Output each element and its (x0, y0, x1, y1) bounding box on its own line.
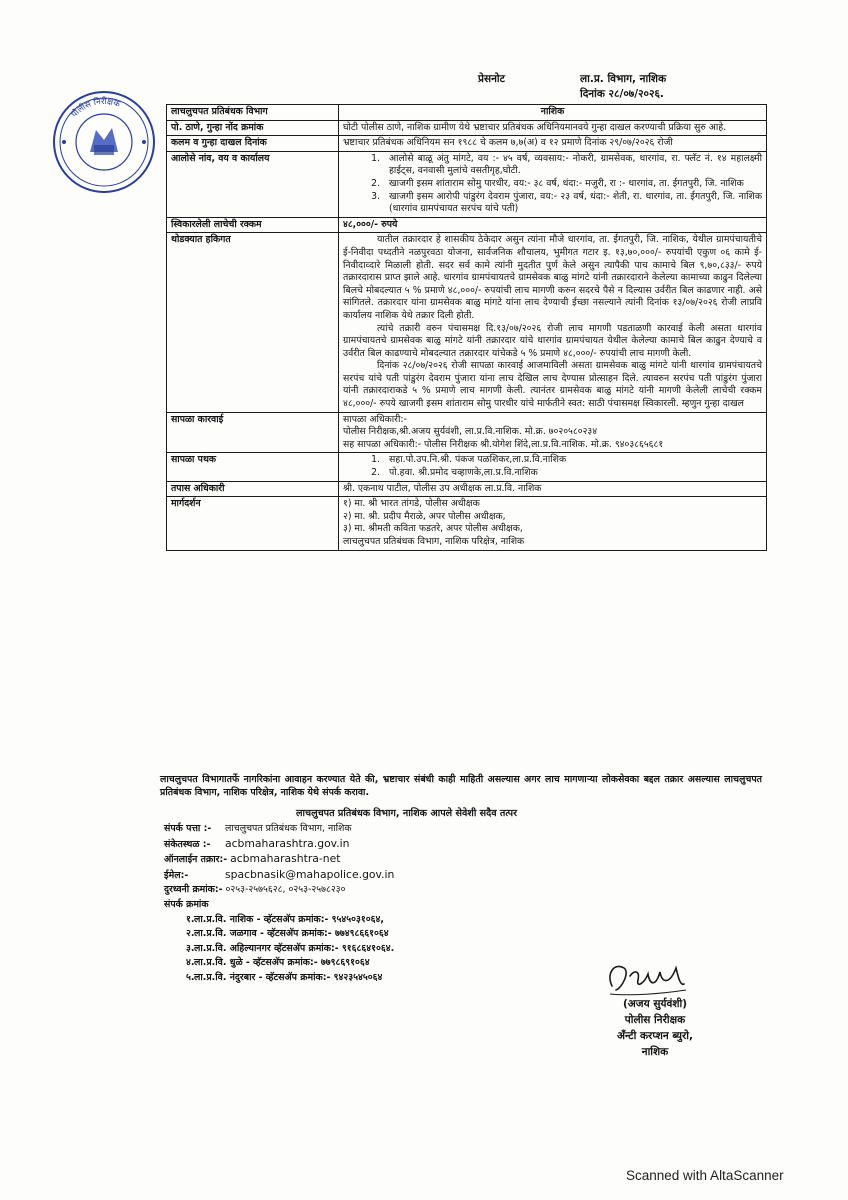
online-complaint-row (164, 852, 584, 868)
item-text: ला.प्र.वि. नाशिक - व्हॅटसअ‍ॅप क्रमांक:- ९५४५०३१०६४, (194, 913, 384, 925)
row-value: नाशिक (339, 105, 767, 121)
table-row (167, 105, 767, 121)
email-row (164, 868, 584, 884)
text-line: सह सापळा अधिकारी:- पोलीस निरीक्षक श्री.योगेश शिंदे,ला.प्र.वि.नाशिक. मो.क्र. ९४०३८६५६८१ (343, 438, 664, 450)
row-value: श्री. एकनाथ पाटील, पोलीस उप अधीक्षक ला.प्र.वि. नाशिक (339, 481, 767, 497)
row-value (339, 412, 767, 453)
website-label: संकेतस्थळ :- (164, 838, 211, 850)
item-number: ३. (186, 942, 195, 954)
list-item (164, 927, 584, 942)
row-value: ४८,०००/- रुपये (339, 217, 767, 233)
email-label: ईमेल:- (164, 869, 189, 881)
row-label: सापळा पथक (167, 453, 339, 481)
seal-ring-text: पोलीस निरीक्षक (69, 96, 122, 120)
address-label: संपर्क पत्ता :- (164, 823, 212, 834)
row-label: स्विकारलेली लाचेची रक्कम (167, 217, 339, 233)
website-row (164, 837, 584, 853)
address-value: लाचलुचपत प्रतिबंधक विभाग, नाशिक (224, 823, 352, 834)
item-text: ला.प्र.वि. अहिल्यानगर व्हॅटसअ‍ॅप क्रमांक:- ९१६८६४१०६४. (194, 942, 395, 954)
row-label: कलम व गुन्हा दाखल दिनांक (167, 136, 339, 152)
table-row (167, 151, 767, 217)
list-item: 1. आलोसे बाळू अंतु मांगटे, वय :- ४५ वर्ष, व्यवसाय:- नोकरी, ग्रामसेवक, धारगांव, रा. फ्लॅट नं. १४ महालक्ष्मी हाईट्स, वनवासी मुलांचे वसतीगृह,घोटी. (383, 153, 762, 178)
contact-numbers-label: संपर्क क्रमांक (164, 898, 209, 910)
summary-paragraph: दिनांक २८/०७/२०२६ रोजी सापळा कारवाई आजमाविली असता ग्रामसेवक बाळु मांगटे यांनी धारगांव ग्रामपंचायतचे सरपंच यांचे पती पांडुरंग देवराम पुंजारा यांना लाच देखिल लाच देण्यास प्रोत्साहन दिले. त्यावरुन सरपंच पती पांडुरंग पुंजारा यांनी तक्रारदाराकडे ५ % प्रमाणे लाच मागणी केली. त्यानंतर ग्रामसेवक बाळु मांगटे यांनी मागणी केलेली लाचेची रक्कम ४८,०००/- रुपये खाजगी इसम शांताराम सोमु पारधीर यांचे मार्फतीने स्वत: साठी पंचासमक्ष स्विकारली. म्हणुन गुन्हा दाखल (343, 360, 762, 410)
email-link[interactable]: spacbnasik@mahapolice.gov.in (224, 867, 395, 881)
item-text: ला.प्र.वि. जळगाव - व्हॅटसअ‍ॅप क्रमांक:- ७७४९८६६१०६४ (194, 928, 389, 940)
table-row (167, 120, 767, 136)
table-row (167, 412, 767, 453)
item-number: २. (186, 928, 195, 940)
text-line: पोलीस निरीक्षक,श्री.अजय सुर्यवंशी, ला.प्र.वि.नाशिक. मो.क्र. ७०२०५८०२३४ (343, 426, 598, 438)
table-row (167, 233, 767, 412)
scanner-watermark: Scanned with AltaScanner (626, 1168, 784, 1183)
text-line: २) मा. श्री. प्रदीप मैराळे, अपर पोलीस अधीक्षक, (343, 510, 506, 522)
list-item: 2. पो.हवा. श्री.प्रमोद चव्हाणके,ला.प्र.वि.नाशिक (383, 467, 762, 480)
online-complaint-label: ऑनलाईन तक्रार:- (164, 854, 228, 866)
phone-value: ०२५३-२५७५६२८, ०२५३-२५७८२३० (225, 884, 346, 896)
row-label: थोडक्यात हकिगत (167, 233, 339, 412)
row-value (339, 497, 767, 550)
signatory-org: अँन्टी करप्शन ब्युरो, (616, 1030, 694, 1042)
text-line: ३) मा. श्रीमती कविता फडतरे, अपर पोलीस अधीक्षक, (343, 523, 523, 535)
address-row (164, 822, 584, 837)
phone-label: दुरध्वनी क्रमांक:- (164, 884, 223, 896)
contact-block (164, 822, 584, 986)
row-value: घोटी पोलीस ठाणे, नाशिक ग्रामीण येथे भ्रष्टाचार प्रतिबंधक अधिनियमानवये गुन्हा दाखल करण्याची प्रक्रिया सुरु आहे. (339, 120, 767, 136)
row-label: सापळा कारवाई (167, 412, 339, 453)
signatory-block (590, 996, 720, 1060)
text-line: १) मा. श्री भारत तांगडे, पोलीस अधीक्षक (343, 498, 480, 510)
item-number: १. (186, 913, 195, 925)
header-date: दिनांक २८/०७/२०२६. (580, 88, 664, 100)
list-item: 3. खाजगी इसम आरोपी पांडुरंग देवराम पुंजारा, वय:- २३ वर्ष, धंदा:- शेती, रा. धारगांव, ता. ईगतपुरी, जि. नाशिक (धारगांव ग्रामपंचायत सरपंच यांचे पती) (383, 191, 762, 216)
trap-team-list (343, 454, 762, 479)
list-item: 2. खाजगी इसम शांताराम सोमु पारधीर, वय:- ३८ वर्ष, धंदा:- मजुरी, रा :- धारगांव, ता. ईगतपुरी, जि. नाशिक (383, 178, 762, 191)
table-row (167, 481, 767, 497)
table-row (167, 453, 767, 481)
phone-row (164, 883, 584, 898)
police-seal-icon (52, 90, 156, 194)
summary-paragraph: यातील तक्रारदार हे शासकीय ठेकेदार असुन त्यांना मौजे धारगांव, ता. ईगतपुरी, जि. नाशिक, येथील ग्रामपंचायतीचे ई-निवीदा पध्दतीने नळपुरवठा योजना, सार्वजनिक शौचालय, भुमीगत गटार इ. १३,७०,०००/- रुपयांची एकुण ०६ कामे ई-निवीदाव्दारे मिळाली होती. सदर सर्व कामे त्यांनी मुदतीत पुर्ण केले असुन त्यापैकी पाच कामाचे बिल ९,७०,८३३/- रुपये तक्रारदारास प्राप्त झाले आहे. धारगांव ग्रामपंचायतचे ग्रामसेवक बाळु मांगटे यांनी तक्रारदाराने केलेल्या कामाच्या काढुन दिलेल्या बिलचे मोबदल्यात ५ % प्रमाणे ४८,०००/- रुपयांची लाच मागणी करुन सदरचे पैसे न दिल्यास उर्वरीत बिल काढणार नाही. असे सांगितले. तक्रारदार यांना ग्रामसेवक बाळु मांगटे यांना लाच देण्याची ईच्छा नसल्याने त्यांनी दिनांक १३/०७/२०२६ रोजी लाप्रवि कार्यालय नाशिक येथे तक्रार दिली होती. (343, 234, 762, 321)
row-label: लाचलुचपत प्रतिबंधक विभाग (167, 105, 339, 121)
item-number: ४. (186, 957, 195, 969)
row-label: तपास अधिकारी (167, 481, 339, 497)
signatory-name: (अजय सुर्यवंशी) (622, 998, 688, 1010)
summary-paragraph: त्यांचे तक्रारी वरुन पंचासमक्ष दि.१३/०७/२०२६ रोजी लाच मागणी पडताळणी कारवाई केली असता धारगांव ग्रामपंचायतचे ग्रामसेवक बाळु मांगटे यांनी तक्रारदार यांचे धारगांव ग्रामपंचायत येथील केलेल्या कामाचे बिल काढुन देण्याचे व उर्वरीत बिल काढण्याचे मोबदल्यात तक्रारदार यांचेकडे ५ % प्रमाणे ४८,०००/- रुपयांची लाच मागणी केली. (343, 322, 762, 359)
online-complaint-link[interactable]: acbmaharashtra-net (230, 852, 341, 866)
public-appeal-notice: लाचलुचपत विभागातर्फे नागरिकांना आवाहन करण्यात येते की, भ्रष्टाचार संबंधी काही माहिती असल्यास अगर लाच मागणाऱ्या लोकसेवका बद्दल तक्रार असल्यास लाचलुचपत प्रतिबंधक विभाग, नाशिक परिक्षेत्र, नाशिक येथे संपर्क करावा. (160, 774, 762, 798)
text-line: लाचलुचपत प्रतिबंधक विभाग, नाशिक परिक्षेत्र, नाशिक (343, 536, 525, 547)
header-dept-date (580, 72, 666, 102)
list-item: 1. सहा.पो.उप.नि.श्री. पंकज पळशिकर,ला.प्र.वि.नाशिक (383, 454, 762, 467)
row-value (339, 453, 767, 481)
department-slogan: लाचलुचपत प्रतिबंधक विभाग, नाशिक आपले सेवेशी सदैव तत्पर (296, 808, 518, 819)
row-label: मार्गदर्शन (167, 497, 339, 550)
item-text: ला.प्र.वि. नंदुरबार - व्हॅटसअ‍ॅप क्रमांक:- ९४२३५४५०६४ (194, 971, 383, 983)
header-dept: ला.प्र. विभाग, नाशिक (580, 73, 667, 85)
accused-list (343, 153, 762, 216)
row-value (339, 151, 767, 217)
table-row (167, 497, 767, 550)
text-line: सापळा अधिकारी:- (343, 413, 407, 425)
list-item (164, 942, 584, 957)
item-number: ५. (186, 971, 195, 983)
row-value: भ्रष्टाचार प्रतिबंधक अधिनियम सन १९८८ चे कलम ७,७(अ) व १२ प्रमाणे दिनांक २९/०७/२०२६ रोजी (339, 136, 767, 152)
whatsapp-contact-list (164, 913, 584, 986)
list-item (164, 971, 584, 986)
row-label: आलोसे नांव, वय व कार्यालय (167, 151, 339, 217)
list-item (164, 956, 584, 971)
case-details-table (166, 104, 767, 551)
press-note-heading: प्रेसनोट (478, 73, 505, 85)
table-row (167, 136, 767, 152)
table-row (167, 217, 767, 233)
row-value (339, 233, 767, 412)
signatory-city: नाशिक (641, 1046, 669, 1058)
item-text: ला.प्र.वि. धुळे - व्हॅटसअ‍ॅप क्रमांक:- ७७९८६९१०६४ (194, 957, 370, 969)
list-item (164, 913, 584, 928)
signatory-title: पोलीस निरीक्षक (624, 1014, 686, 1026)
website-link[interactable]: acbmaharashtra.gov.in (224, 836, 350, 850)
row-label: पो. ठाणे, गुन्हा नोंद क्रमांक (167, 120, 339, 136)
